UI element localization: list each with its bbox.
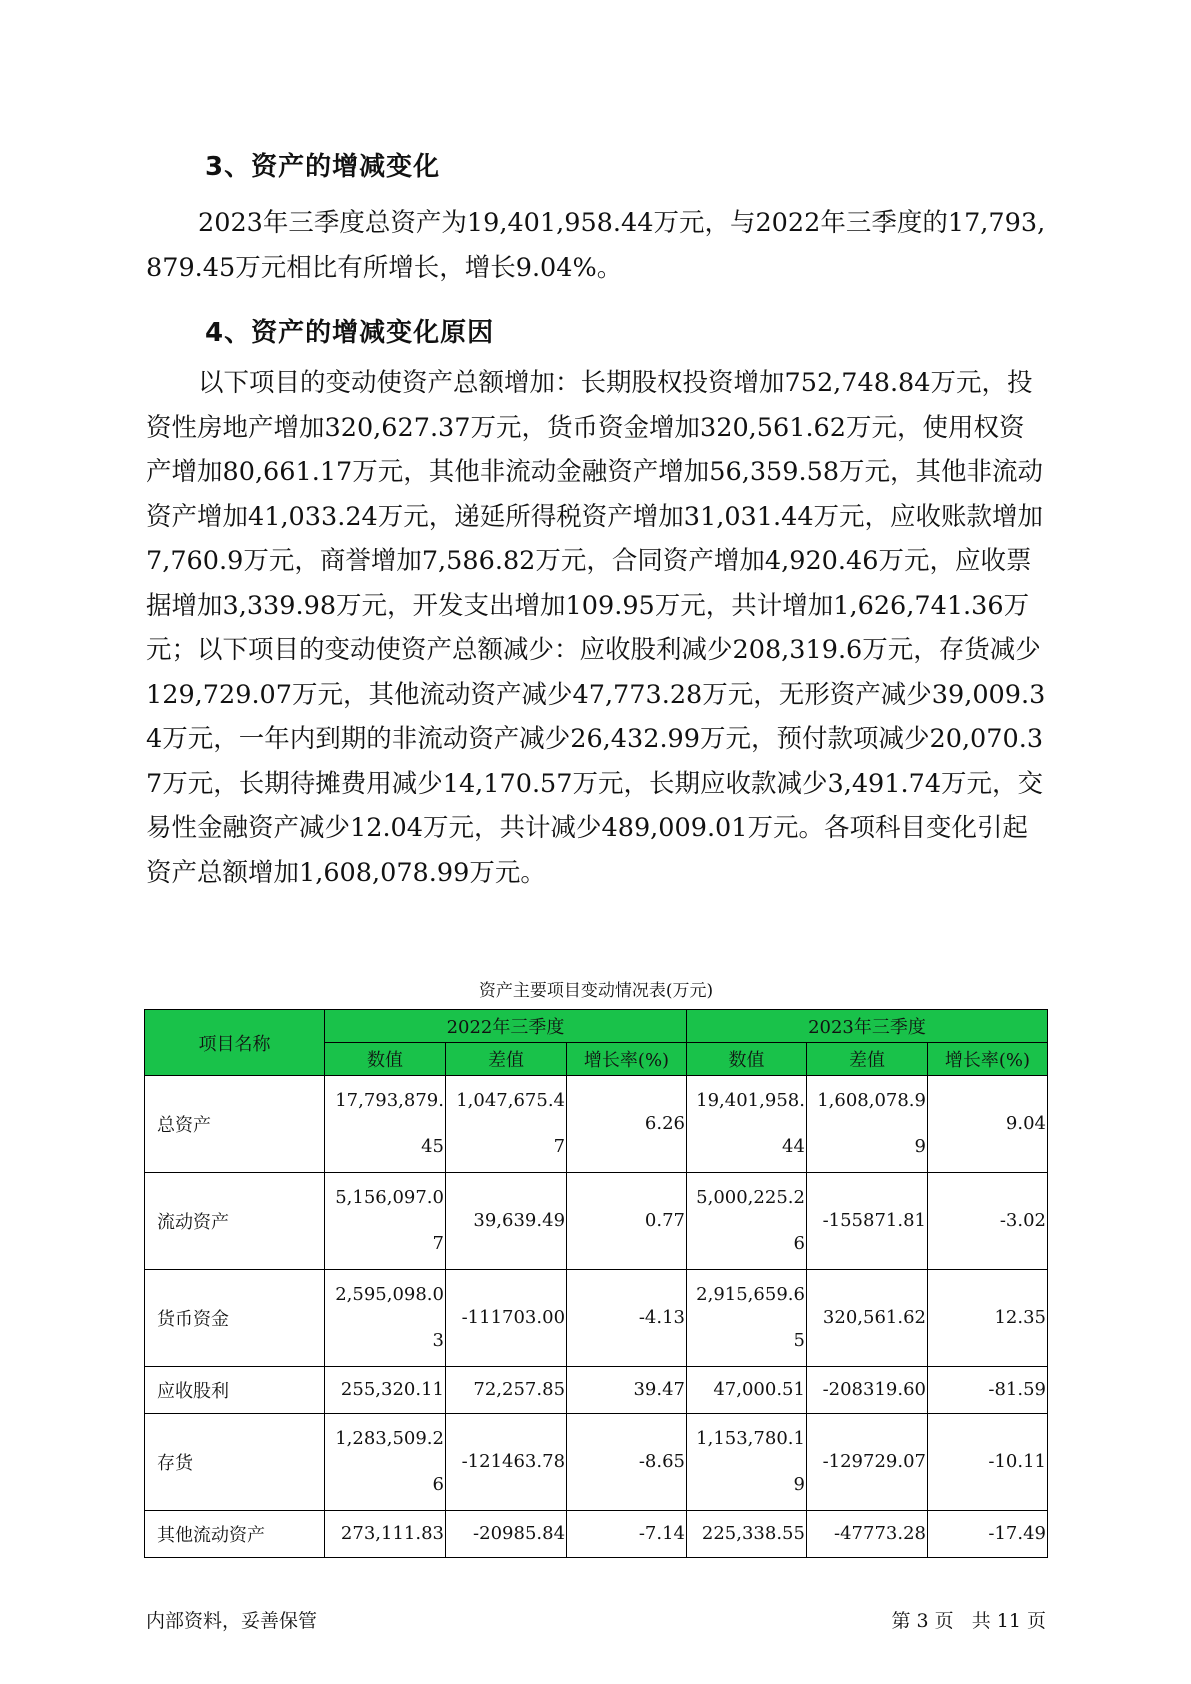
cell-diff-2023: -155871.81 <box>806 1173 927 1270</box>
header-value-2023: 数值 <box>686 1043 806 1076</box>
footer-confidential-note: 内部资料，妥善保管 <box>146 1610 318 1632</box>
cell-rate-2023: -3.02 <box>927 1173 1047 1270</box>
table-row <box>145 1367 1048 1414</box>
cell-rate-2023: -17.49 <box>927 1511 1047 1558</box>
cell-value-2022: 273,111.83 <box>324 1511 445 1558</box>
header-diff-2023: 差值 <box>806 1043 927 1076</box>
cell-diff-2023: -47773.28 <box>806 1511 927 1558</box>
cell-value-2023: 19,401,958.44 <box>686 1076 806 1173</box>
table-row <box>145 1414 1048 1511</box>
row-label: 存货 <box>145 1414 325 1511</box>
paragraph-asset-change: 2023年三季度总资产为19,401,958.44万元，与2022年三季度的17,793,879.45万元相比有所增长，增长9.04%。 <box>146 208 1046 283</box>
table-row <box>145 1173 1048 1270</box>
cell-rate-2023: 12.35 <box>927 1270 1047 1367</box>
header-value-2022: 数值 <box>324 1043 445 1076</box>
cell-value-2022: 2,595,098.03 <box>324 1270 445 1367</box>
cell-value-2023: 1,153,780.19 <box>686 1414 806 1511</box>
cell-value-2023: 225,338.55 <box>686 1511 806 1558</box>
section-heading-change-reasons: 4、资产的增减变化原因 <box>205 318 495 348</box>
cell-rate-2022: 0.77 <box>567 1173 687 1270</box>
cell-value-2022: 17,793,879.45 <box>324 1076 445 1173</box>
cell-rate-2022: -7.14 <box>567 1511 687 1558</box>
cell-diff-2023: -129729.07 <box>806 1414 927 1511</box>
cell-rate-2023: -81.59 <box>927 1367 1047 1414</box>
cell-diff-2022: -20985.84 <box>445 1511 566 1558</box>
cell-diff-2023: 320,561.62 <box>806 1270 927 1367</box>
cell-value-2022: 255,320.11 <box>324 1367 445 1414</box>
row-label: 其他流动资产 <box>145 1511 325 1558</box>
paragraph-change-reasons: 以下项目的变动使资产总额增加：长期股权投资增加752,748.84万元，投资性房地产增加320,627.37万元，货币资金增加320,561.62万元，使用权资产增加80,661.17万元，其他非流动金融资产增加56,359.58万元，其他非流动资产增加41,033.24万元，递延所得税资产增加31,031.44万元，应收账款增加7,760.9万元，商誉增加7,586.82万元，合同资产增加4,920.46万元，应收票据增加3,339.98万元，开发支出增加109.95万元，共计增加1,626,741.36万元；以下项目的变动使资产总额减少：应收股利减少208,319.6万元，存货减少129,729.07万元，其他流动资产减少47,773.28万元，无形资产减少39,009.34万元，一年内到期的非流动资产减少26,432.99万元，预付款项减少20,070.37万元，长期待摊费用减少14,170.57万元，长期应收款减少3,491.74万元，交易性金融资产减少12.04万元，共计减少489,009.01万元。各项科目变化引起资产总额增加1,608,078.99万元。 <box>146 368 1046 888</box>
cell-rate-2023: 9.04 <box>927 1076 1047 1173</box>
section-heading-asset-change: 3、资产的增减变化 <box>205 152 441 182</box>
table-row <box>145 1270 1048 1367</box>
header-diff-2022: 差值 <box>445 1043 566 1076</box>
row-label: 货币资金 <box>145 1270 325 1367</box>
cell-diff-2022: 72,257.85 <box>445 1367 566 1414</box>
header-rate-2023: 增长率(%) <box>927 1043 1047 1076</box>
cell-rate-2023: -10.11 <box>927 1414 1047 1511</box>
footer-page-number: 第 3 页 共 11 页 <box>891 1610 1046 1632</box>
cell-diff-2022: -111703.00 <box>445 1270 566 1367</box>
row-label: 应收股利 <box>145 1367 325 1414</box>
cell-diff-2022: -121463.78 <box>445 1414 566 1511</box>
table-row <box>145 1076 1048 1173</box>
cell-diff-2022: 1,047,675.47 <box>445 1076 566 1173</box>
header-rate-2022: 增长率(%) <box>567 1043 687 1076</box>
cell-value-2022: 5,156,097.07 <box>324 1173 445 1270</box>
header-period-2023: 2023年三季度 <box>686 1010 1047 1043</box>
cell-diff-2023: 1,608,078.99 <box>806 1076 927 1173</box>
cell-rate-2022: 39.47 <box>567 1367 687 1414</box>
cell-rate-2022: -8.65 <box>567 1414 687 1511</box>
cell-diff-2022: 39,639.49 <box>445 1173 566 1270</box>
row-label: 流动资产 <box>145 1173 325 1270</box>
cell-rate-2022: 6.26 <box>567 1076 687 1173</box>
cell-value-2023: 47,000.51 <box>686 1367 806 1414</box>
row-label: 总资产 <box>145 1076 325 1173</box>
table-caption: 资产主要项目变动情况表(万元) <box>478 981 714 1001</box>
cell-value-2023: 5,000,225.26 <box>686 1173 806 1270</box>
table-row <box>145 1511 1048 1558</box>
cell-rate-2022: -4.13 <box>567 1270 687 1367</box>
header-item-name: 项目名称 <box>145 1010 325 1076</box>
cell-value-2023: 2,915,659.65 <box>686 1270 806 1367</box>
header-period-2022: 2022年三季度 <box>324 1010 686 1043</box>
cell-diff-2023: -208319.60 <box>806 1367 927 1414</box>
asset-change-table <box>144 1009 1048 1558</box>
cell-value-2022: 1,283,509.26 <box>324 1414 445 1511</box>
